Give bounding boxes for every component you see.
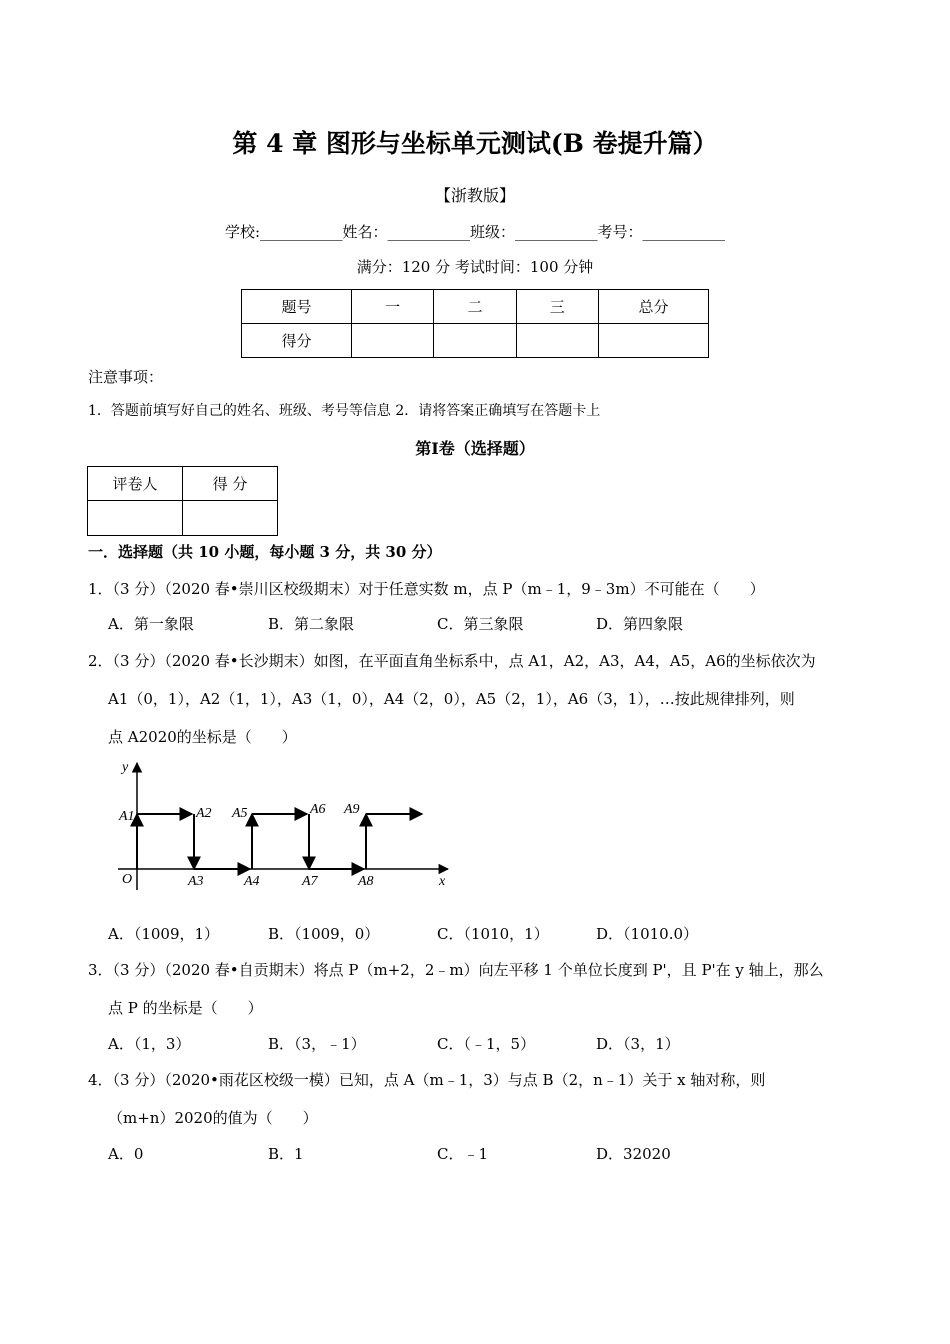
q2-option-d[interactable]: D．（1010.0）	[596, 925, 699, 943]
question-2-line3: 点 A2020的坐标是（ ）	[108, 728, 297, 746]
q3-option-a[interactable]: A．（1，3）	[108, 1035, 191, 1053]
score-cell[interactable]	[516, 324, 598, 358]
q3-option-b[interactable]: B．（3，﹣1）	[268, 1035, 366, 1053]
score-row-label: 得分	[242, 324, 352, 358]
point-label-a1: A1	[119, 809, 135, 824]
question-4-line1: 4．（3 分）（2020•雨花区校级一模）已知，点 A（m﹣1，3）与点 B（2，n﹣1）关于 x 轴对称，则	[88, 1071, 766, 1089]
score-header-cell: 二	[434, 290, 516, 324]
grader-cell[interactable]	[88, 501, 183, 536]
q4-option-d[interactable]: D．32020	[596, 1145, 671, 1163]
grader-header-cell: 得 分	[183, 467, 278, 501]
score-header-cell: 一	[352, 290, 434, 324]
point-label-a5: A5	[232, 806, 248, 821]
question-1-stem: 1．（3 分）（2020 春•崇川区校级期末）对于任意实数 m，点 P（m﹣1，9﹣3m）不可能在（ ）	[88, 580, 765, 598]
point-label-a9: A9	[344, 802, 360, 817]
q2-option-b[interactable]: B．（1009，0）	[268, 925, 380, 943]
point-label-a6: A6	[310, 802, 326, 817]
coordinate-figure	[110, 755, 455, 895]
point-label-a2: A2	[196, 806, 212, 821]
student-info-line: 学校:___________姓名：___________班级：___________考号：___________	[224, 223, 726, 241]
point-label-a3: A3	[188, 874, 204, 889]
score-cell[interactable]	[352, 324, 434, 358]
grader-header-cell: 评卷人	[88, 467, 183, 501]
exam-meta: 满分：120 分 考试时间：100 分钟	[356, 258, 594, 276]
notes-title: 注意事项：	[88, 368, 164, 386]
point-label-a8: A8	[358, 874, 374, 889]
edition-label: 【浙教版】	[434, 186, 515, 205]
grader-table	[87, 466, 278, 536]
score-header-cell: 三	[516, 290, 598, 324]
section-title: 第Ⅰ卷（选择题）	[415, 439, 535, 458]
score-cell[interactable]	[434, 324, 516, 358]
part-heading: 一．选择题（共 10 小题，每小题 3 分，共 30 分）	[88, 543, 442, 561]
question-2-line1: 2．（3 分）（2020 春•长沙期末）如图，在平面直角坐标系中，点 A1，A2，A3，A4，A5，A6的坐标依次为	[88, 652, 816, 670]
q3-option-d[interactable]: D．（3，1）	[596, 1035, 680, 1053]
grader-cell[interactable]	[183, 501, 278, 536]
q1-option-c[interactable]: C．第三象限	[437, 615, 524, 633]
origin-label: O	[122, 872, 133, 887]
score-header-cell: 总分	[598, 290, 708, 324]
notes-text: 1．答题前填写好自己的姓名、班级、考号等信息 2．请将答案正确填写在答题卡上	[88, 403, 601, 419]
q4-option-c[interactable]: C．﹣1	[437, 1145, 489, 1163]
y-axis-label: y	[122, 760, 129, 775]
q3-option-c[interactable]: C．（﹣1，5）	[437, 1035, 536, 1053]
score-cell[interactable]	[598, 324, 708, 358]
question-3-line2: 点 P 的坐标是（ ）	[108, 999, 263, 1017]
question-4-line2: （m+n）2020的值为（ ）	[108, 1109, 318, 1127]
q2-option-a[interactable]: A．（1009，1）	[108, 925, 220, 943]
score-table	[241, 289, 709, 358]
q1-option-a[interactable]: A．第一象限	[108, 615, 194, 633]
point-label-a4: A4	[244, 874, 260, 889]
x-axis-label: x	[439, 874, 446, 889]
page-title: 第 4 章 图形与坐标单元测试(B 卷提升篇）	[232, 129, 718, 158]
q1-option-d[interactable]: D．第四象限	[596, 615, 684, 633]
score-header-cell: 题号	[242, 290, 352, 324]
q4-option-a[interactable]: A．0	[108, 1145, 144, 1163]
q2-option-c[interactable]: C．（1010，1）	[437, 925, 549, 943]
q4-option-b[interactable]: B．1	[268, 1145, 304, 1163]
point-label-a7: A7	[302, 874, 318, 889]
question-3-line1: 3．（3 分）（2020 春•自贡期末）将点 P（m+2，2﹣m）向左平移 1 个单位长度到 P'，且 P'在 y 轴上，那么	[88, 961, 824, 979]
q1-option-b[interactable]: B．第二象限	[268, 615, 355, 633]
question-2-line2: A1（0，1），A2（1，1），A3（1，0），A4（2，0），A5（2，1），A6（3，1），…按此规律排列，则	[108, 690, 795, 708]
